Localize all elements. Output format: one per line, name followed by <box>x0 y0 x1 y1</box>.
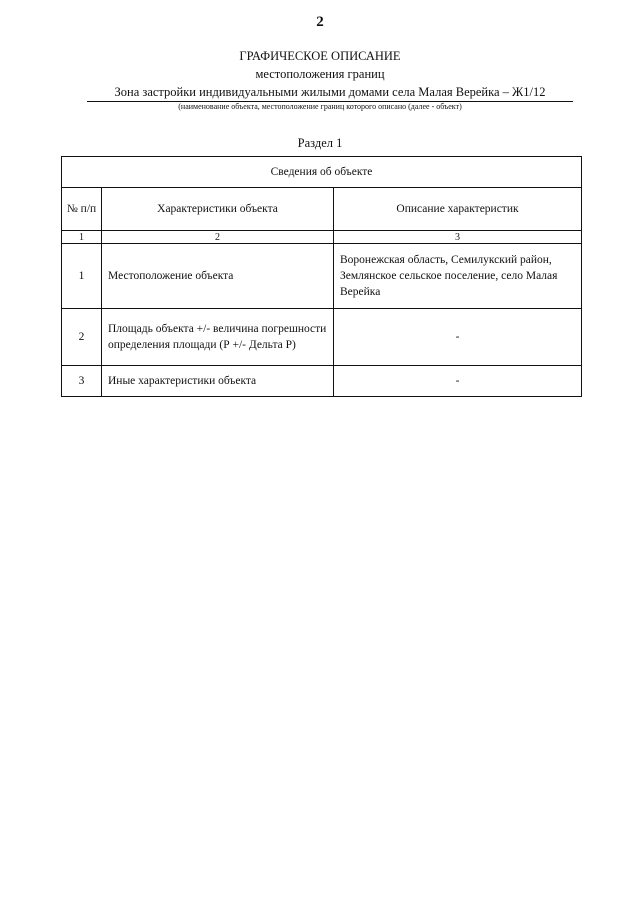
row-description: - <box>334 309 582 366</box>
row-characteristic: Иные характеристики объекта <box>102 366 334 397</box>
row-characteristic: Площадь объекта +/- величина погрешности определения площади (Р +/- Дельта Р) <box>102 309 334 366</box>
object-info-table <box>61 156 582 397</box>
page-number: 2 <box>316 14 324 30</box>
row-number: 1 <box>62 244 102 309</box>
object-name: Зона застройки индивидуальными жилыми домами села Малая Верейка – Ж1/12 <box>87 85 573 102</box>
section-title: Раздел 1 <box>297 136 343 150</box>
table-row <box>62 309 582 366</box>
table-row <box>62 366 582 397</box>
column-number: 3 <box>334 231 582 244</box>
row-description: Воронежская область, Семилукский район, Землянское сельское поселение, село Малая Верейка <box>334 244 582 309</box>
row-number: 3 <box>62 366 102 397</box>
column-header-characteristic: Характеристики объекта <box>102 188 334 231</box>
row-number: 2 <box>62 309 102 366</box>
column-header-description: Описание характеристик <box>334 188 582 231</box>
object-name-hint: (наименование объекта, местоположение границ которого описано (далее - объект) <box>178 102 462 111</box>
table-row <box>62 244 582 309</box>
row-characteristic: Местоположение объекта <box>102 244 334 309</box>
table-caption: Сведения об объекте <box>62 157 582 188</box>
row-description: - <box>334 366 582 397</box>
column-number: 2 <box>102 231 334 244</box>
document-title: ГРАФИЧЕСКОЕ ОПИСАНИЕ <box>239 49 401 63</box>
document-subtitle: местоположения границ <box>255 67 385 81</box>
column-header-number: № п/п <box>62 188 102 231</box>
column-number: 1 <box>62 231 102 244</box>
